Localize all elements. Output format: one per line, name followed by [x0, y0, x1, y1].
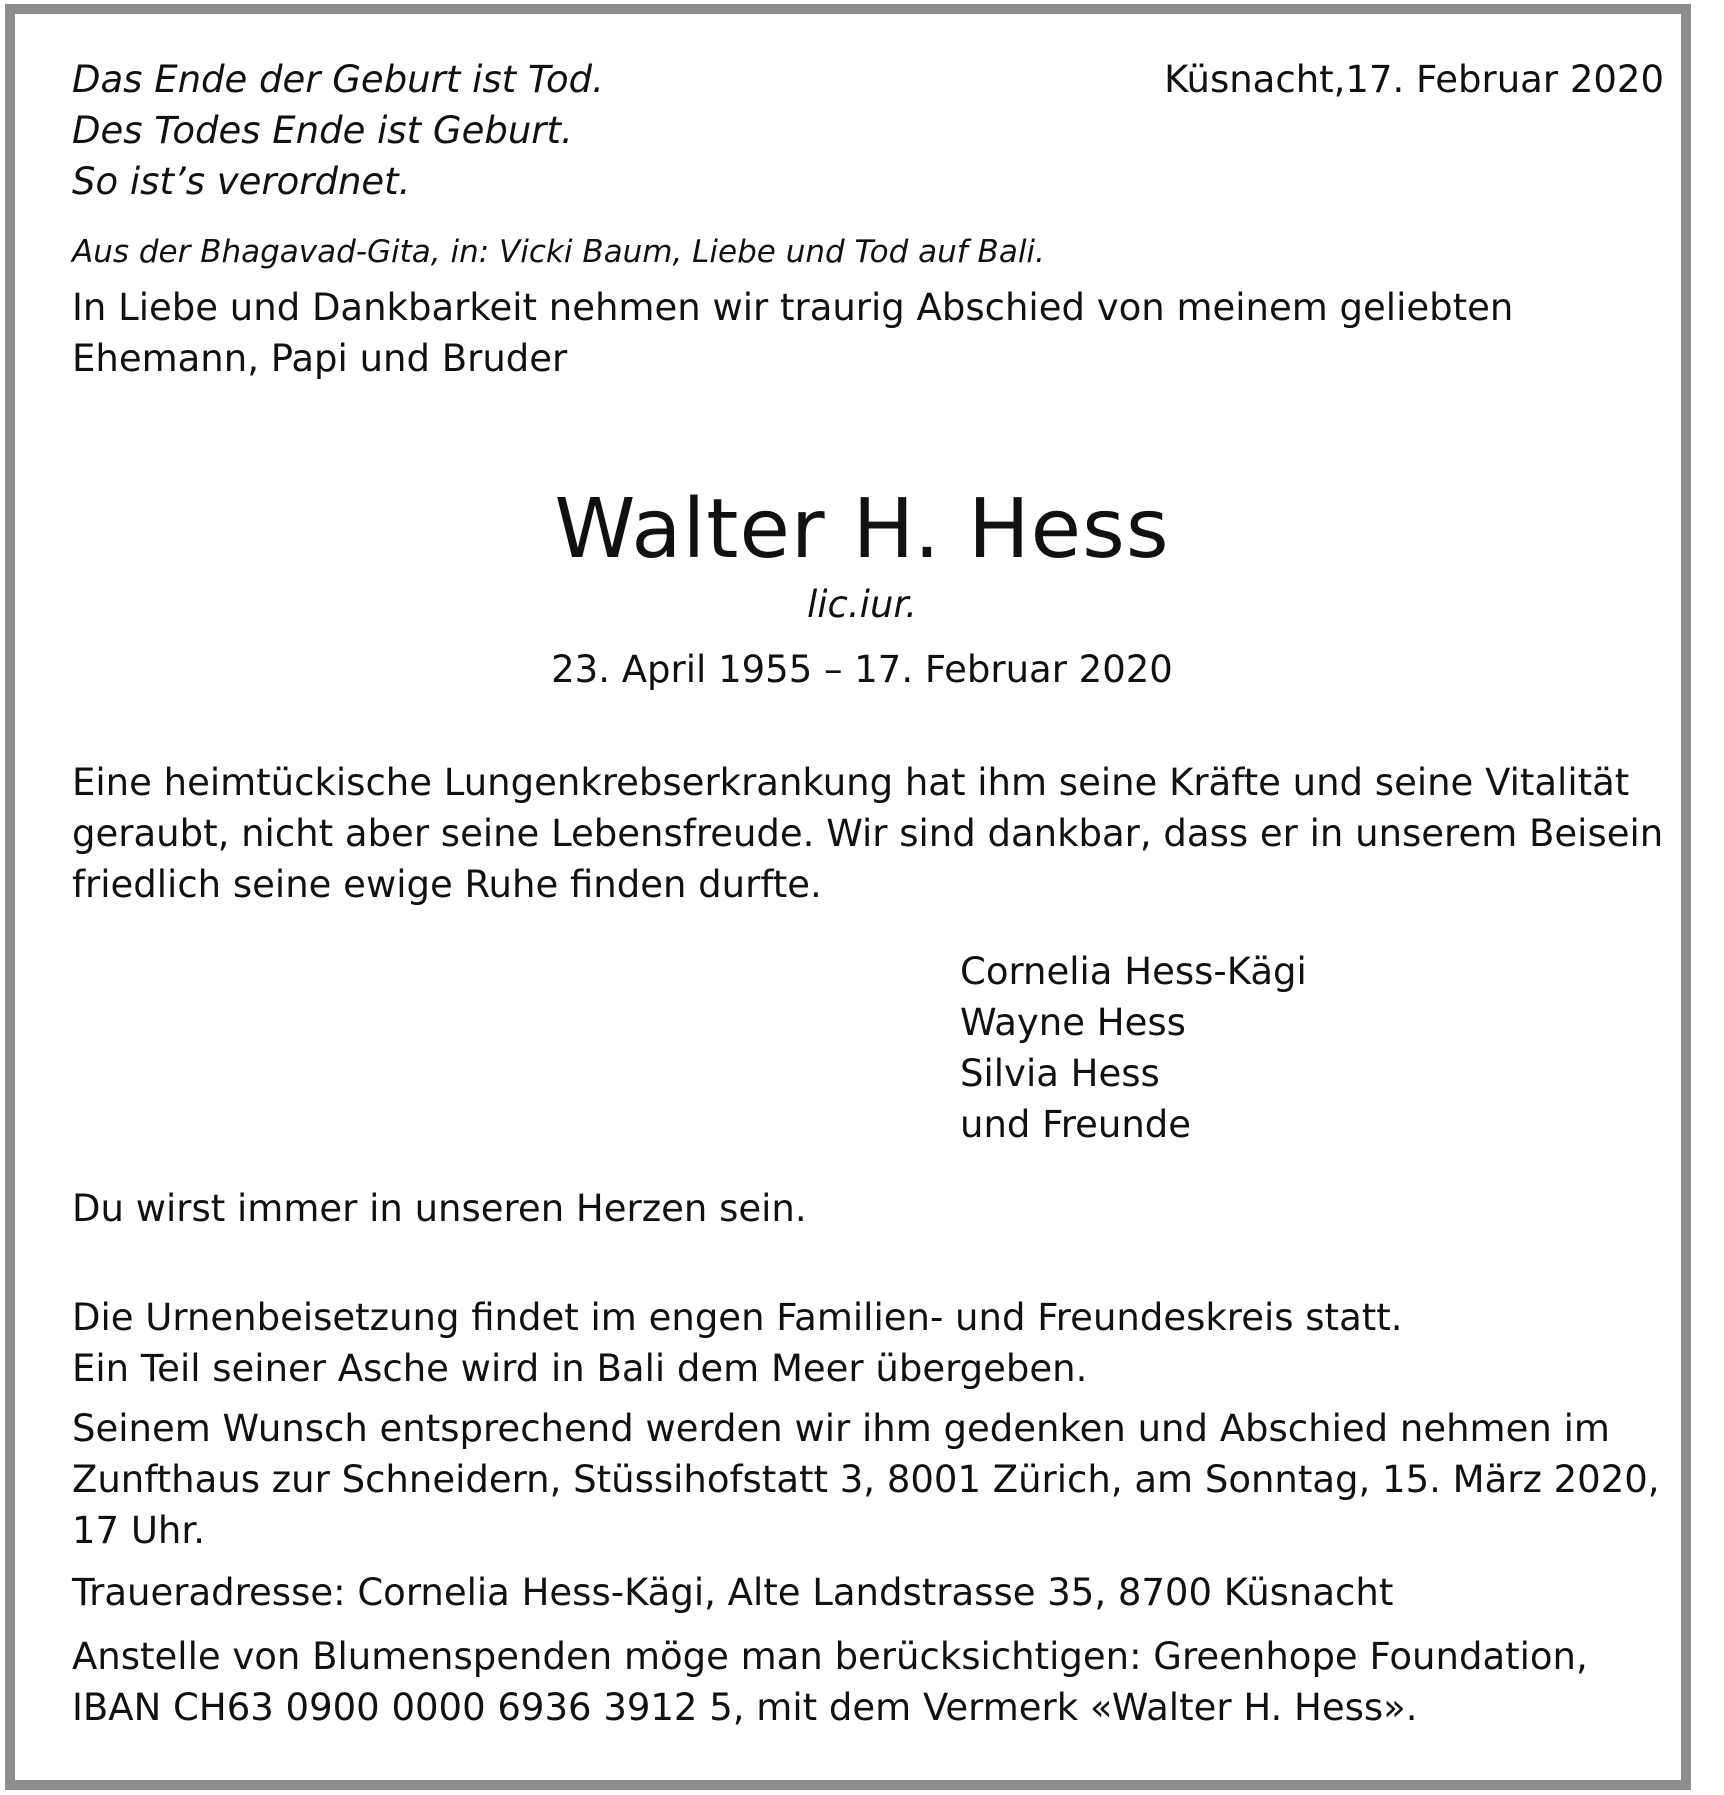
burial-line: Ein Teil seiner Asche wird in Bali dem Meer übergeben. — [72, 1347, 1088, 1390]
address-text: Traueradresse: Cornelia Hess-Kägi, Alte Landstrasse 35, 8700 Küsnacht — [72, 1571, 1394, 1614]
closing-line — [72, 1183, 807, 1234]
life-dates: 23. April 1955 – 17. Februar 2020 — [551, 648, 1173, 691]
signer: und Freunde — [960, 1103, 1192, 1146]
signer: Silvia Hess — [960, 1052, 1160, 1095]
intro-paragraph — [72, 282, 1513, 384]
memorial-line: 17 Uhr. — [72, 1509, 205, 1552]
deceased-title: lic.iur. — [807, 583, 917, 626]
burial-paragraph — [72, 1292, 1403, 1394]
closing-text: Du wirst immer in unseren Herzen sein. — [72, 1187, 807, 1230]
signer: Cornelia Hess-Kägi — [960, 950, 1307, 993]
signers-list — [960, 946, 1307, 1150]
quote-line: So ist’s verordnet. — [72, 160, 411, 203]
quote-line: Das Ende der Geburt ist Tod. — [72, 58, 604, 101]
quote-line: Des Todes Ende ist Geburt. — [72, 109, 573, 152]
address-line — [72, 1567, 1393, 1618]
tribute-line: Eine heimtückische Lungenkrebserkrankung hat ihm seine Kräfte und seine Vitalität — [72, 761, 1630, 804]
donation-line: IBAN CH63 0900 0000 6936 3912 5, mit dem Vermerk «Walter H. Hess». — [72, 1686, 1418, 1729]
quote-source: Aus der Bhagavad-Gita, in: Vicki Baum, Liebe und Tod auf Bali. — [72, 234, 1045, 270]
signer: Wayne Hess — [960, 1001, 1186, 1044]
deceased-name: Walter H. Hess — [554, 482, 1170, 577]
tribute-line: friedlich seine ewige Ruhe finden durfte. — [72, 863, 822, 906]
memorial-line: Zunfthaus zur Schneidern, Stüssihofstatt 3, 8001 Zürich, am Sonntag, 15. März 2020, — [72, 1458, 1660, 1501]
memorial-line: Seinem Wunsch entsprechend werden wir ihm gedenken und Abschied nehmen im — [72, 1407, 1610, 1450]
intro-line: Ehemann, Papi und Bruder — [72, 337, 568, 380]
donation-line: Anstelle von Blumenspenden möge man berücksichtigen: Greenhope Foundation, — [72, 1635, 1588, 1678]
burial-line: Die Urnenbeisetzung findet im engen Familien- und Freundeskreis statt. — [72, 1296, 1403, 1339]
donation-paragraph — [72, 1631, 1588, 1733]
intro-line: In Liebe und Dankbarkeit nehmen wir traurig Abschied von meinem geliebten — [72, 286, 1514, 329]
tribute-line: geraubt, nicht aber seine Lebensfreude. Wir sind dankbar, dass er in unserem Beisein — [72, 812, 1664, 855]
place-date: Küsnacht,17. Februar 2020 — [1164, 58, 1664, 101]
tribute-paragraph — [72, 757, 1663, 910]
epigraph-quote — [72, 54, 604, 207]
memorial-paragraph — [72, 1403, 1660, 1556]
